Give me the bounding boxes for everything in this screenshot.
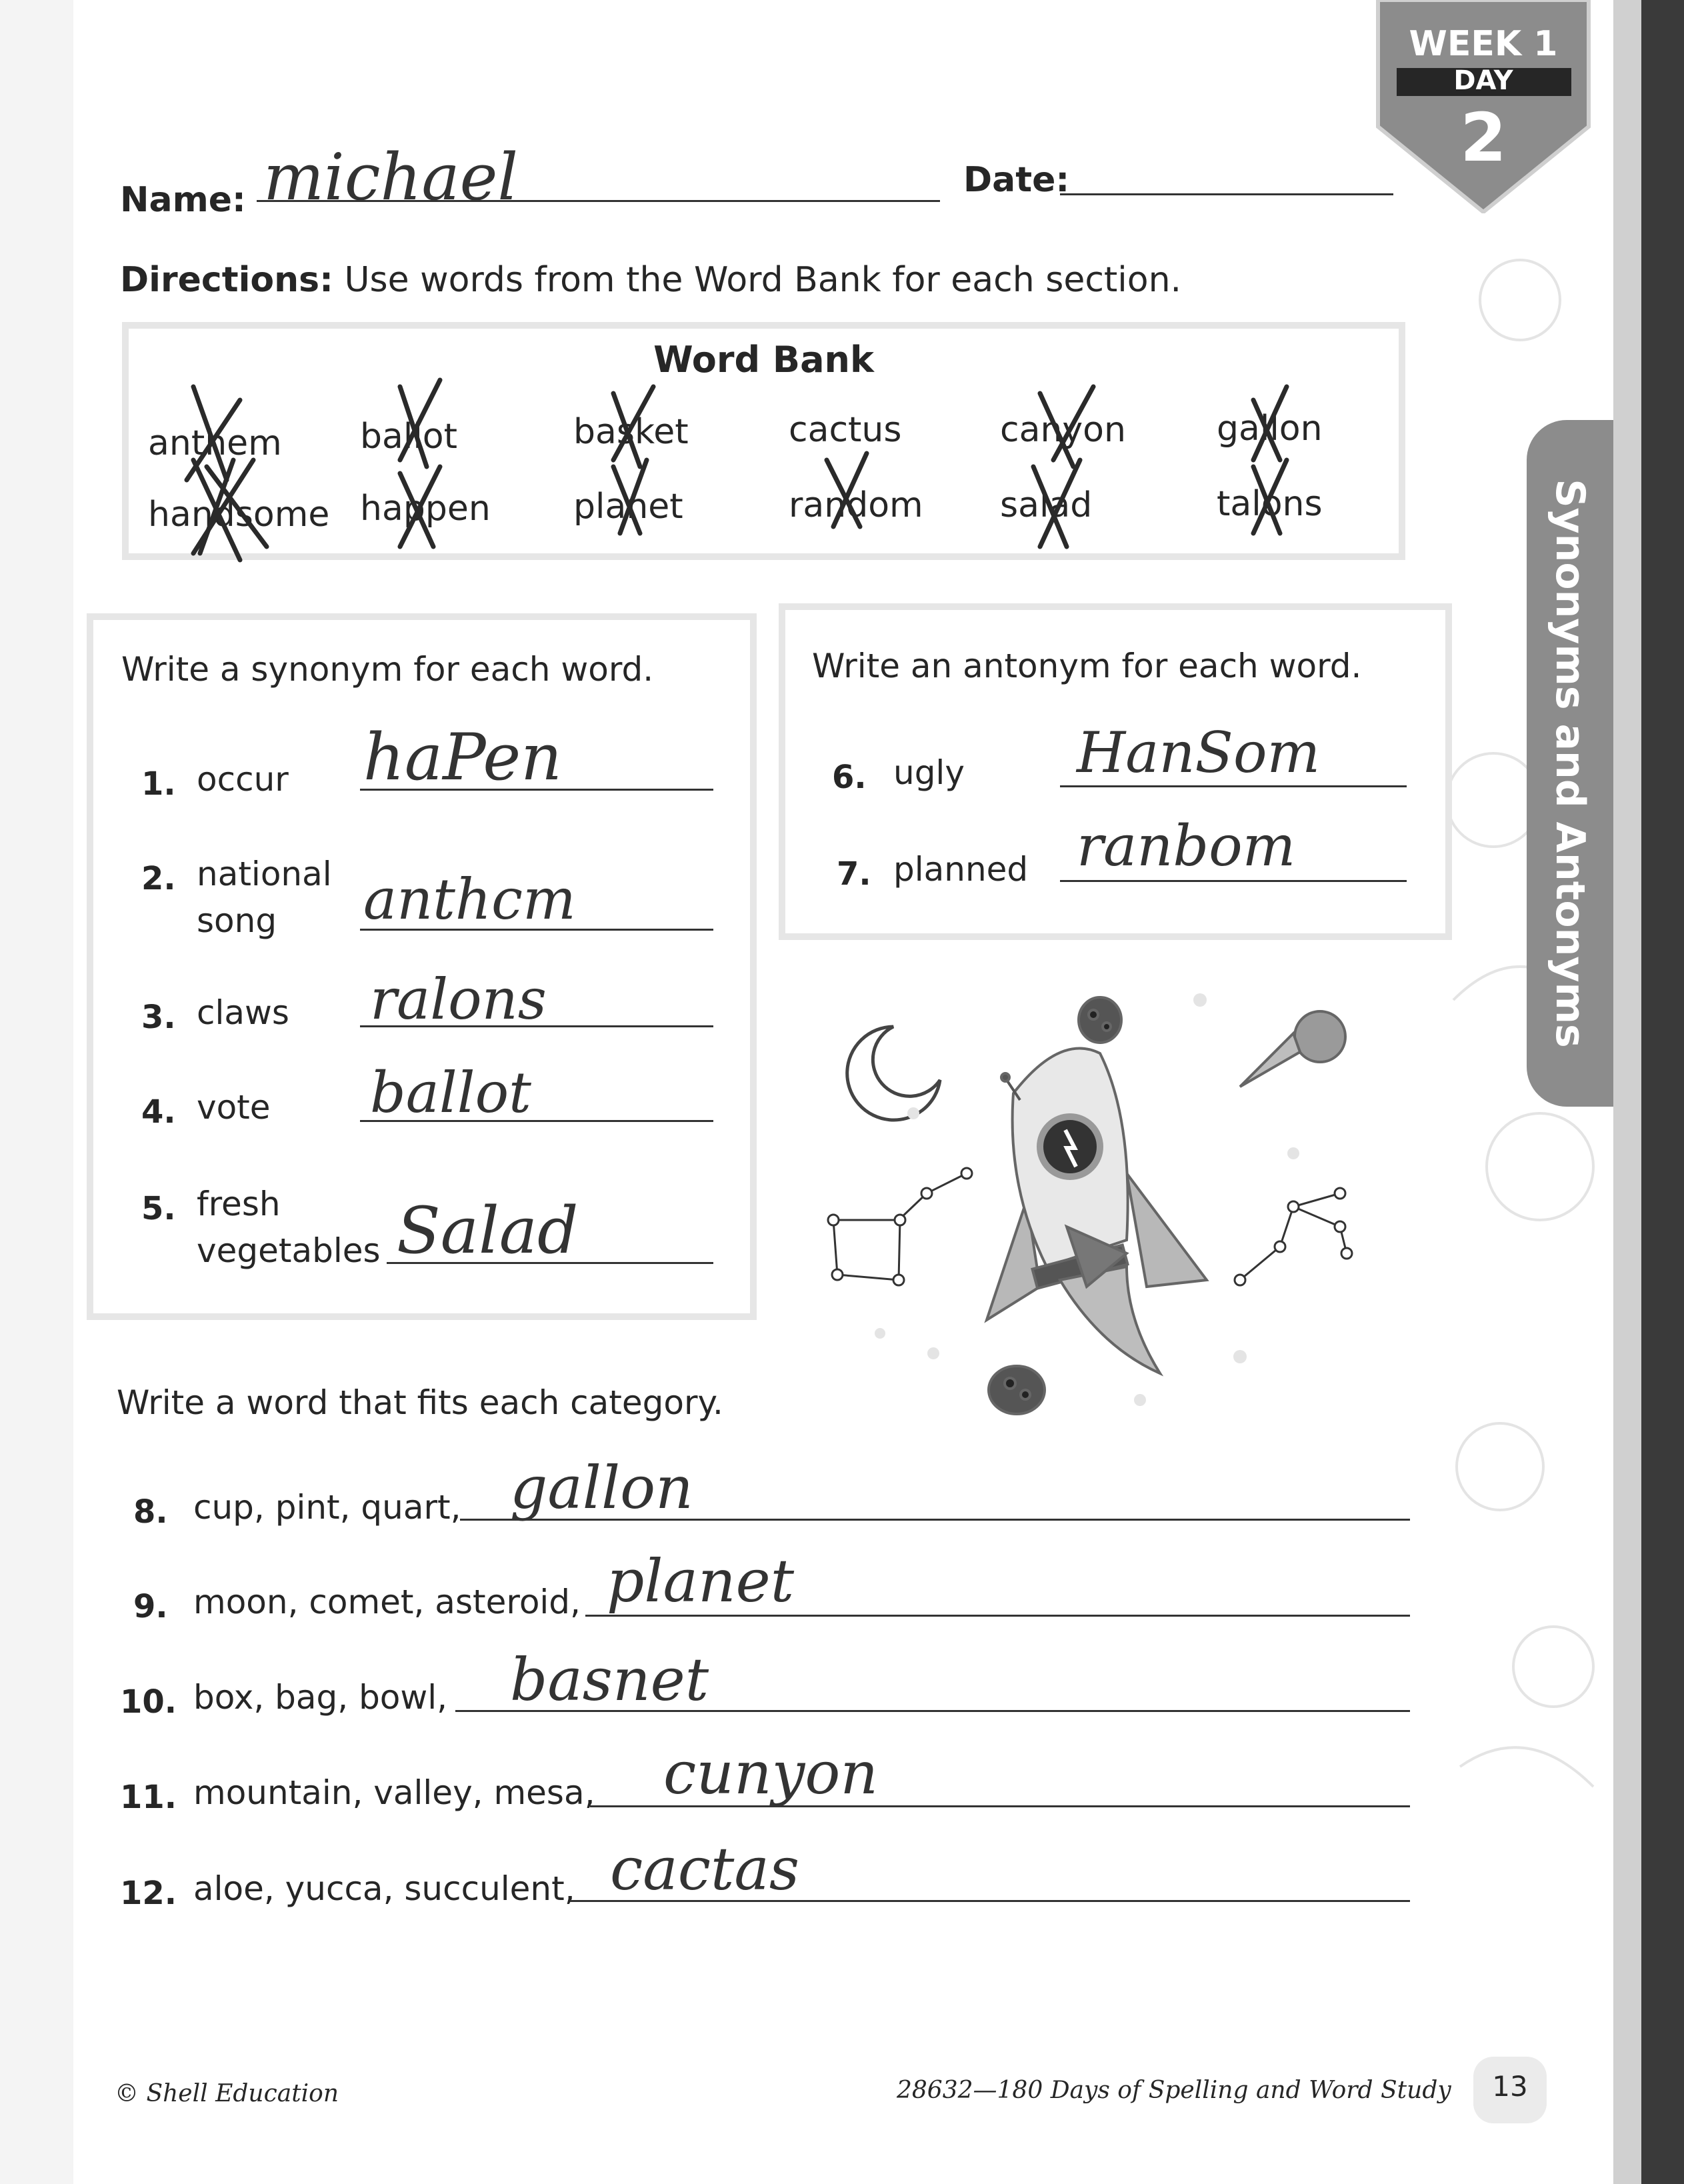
item-number: 10. — [120, 1683, 177, 1721]
item-prompt: song — [197, 901, 277, 940]
word-bank-cross-marks — [0, 0, 1400, 573]
word-bank-word: talons — [1217, 484, 1323, 524]
page-number: 13 — [1492, 2070, 1528, 2103]
word-bank-word: canyon — [1000, 410, 1126, 450]
page-edge — [1641, 0, 1684, 2184]
item-prompt: vegetables — [197, 1231, 381, 1270]
badge-week: WEEK 1 — [1409, 24, 1558, 64]
categories-title: Write a word that fits each category. — [117, 1383, 723, 1422]
item-prompt: box, bag, bowl, — [193, 1678, 448, 1717]
synonyms-title: Write a synonym for each word. — [121, 650, 654, 689]
word-bank-word: salad — [1000, 485, 1093, 525]
badge-day-label: DAY — [1453, 65, 1513, 96]
word-bank-word: ballot — [360, 417, 457, 457]
item-answer: cactas — [610, 1835, 800, 1903]
word-bank-word: basket — [573, 412, 689, 452]
footer-book — [897, 2077, 1451, 2104]
item-number: 1. — [141, 765, 176, 803]
item-prompt: occur — [197, 760, 289, 799]
item-number: 5. — [141, 1190, 176, 1227]
item-answer: gallon — [510, 1453, 693, 1522]
item-answer: Salad — [397, 1193, 579, 1268]
date-label: Date: — [963, 160, 1070, 200]
item-number: 3. — [141, 999, 176, 1036]
directions-label: Directions: — [120, 260, 333, 300]
name-label: Name: — [120, 180, 246, 220]
item-prompt: moon, comet, asteroid, — [193, 1583, 581, 1621]
page-edge-shadow — [1613, 0, 1641, 2184]
item-prompt: planned — [893, 850, 1029, 889]
side-tab-label: Synonyms and Antonyms — [1547, 479, 1593, 1048]
item-number: 9. — [133, 1588, 168, 1625]
item-answer: cunyon — [663, 1739, 879, 1807]
item-prompt: claws — [197, 993, 289, 1032]
answer-line — [1060, 785, 1407, 787]
item-number: 2. — [141, 860, 176, 897]
word-bank-word: cactus — [789, 410, 902, 450]
word-bank-word: gallon — [1217, 409, 1323, 449]
word-bank-word: happen — [360, 489, 491, 529]
item-prompt: ugly — [893, 753, 965, 792]
item-answer: HanSom — [1077, 720, 1321, 785]
word-bank-title: Word Bank — [653, 339, 874, 381]
item-answer: basnet — [510, 1645, 709, 1714]
item-prompt: fresh — [197, 1185, 281, 1223]
footer-book-title: 180 Days of Spelling and Word Study — [997, 2077, 1451, 2104]
item-answer: ralons — [370, 967, 547, 1032]
word-bank-word: handsome — [148, 495, 330, 535]
footer-copyright: © Shell Education — [115, 2080, 339, 2107]
item-number: 11. — [120, 1779, 177, 1816]
item-answer: ranbom — [1077, 813, 1296, 879]
item-prompt: national — [197, 855, 332, 893]
directions-text: Use words from the Word Bank for each section. — [344, 260, 1182, 300]
antonyms-title: Write an antonym for each word. — [812, 647, 1362, 685]
item-prompt: vote — [197, 1088, 271, 1127]
item-number: 6. — [832, 759, 867, 796]
name-value: michael — [263, 140, 519, 215]
answer-line — [1060, 880, 1407, 882]
item-answer: planet — [607, 1547, 795, 1615]
item-prompt: mountain, valley, mesa, — [193, 1773, 595, 1812]
footer-book-code: 28632— — [897, 2077, 997, 2104]
word-bank-word: anthem — [148, 423, 282, 463]
item-number: 4. — [141, 1093, 176, 1131]
item-prompt: aloe, yucca, succulent, — [193, 1869, 575, 1908]
item-number: 7. — [837, 855, 871, 893]
item-answer: anthcm — [363, 867, 576, 932]
item-answer: haPen — [363, 720, 562, 795]
word-bank-word: planet — [573, 487, 683, 527]
item-number: 12. — [120, 1875, 177, 1912]
item-prompt: cup, pint, quart, — [193, 1488, 461, 1527]
badge-day-number: 2 — [1460, 99, 1507, 177]
word-bank-word: random — [789, 485, 923, 525]
space-rocket-illustration — [813, 973, 1400, 1427]
item-number: 8. — [133, 1493, 168, 1531]
item-answer: ballot — [370, 1060, 531, 1125]
